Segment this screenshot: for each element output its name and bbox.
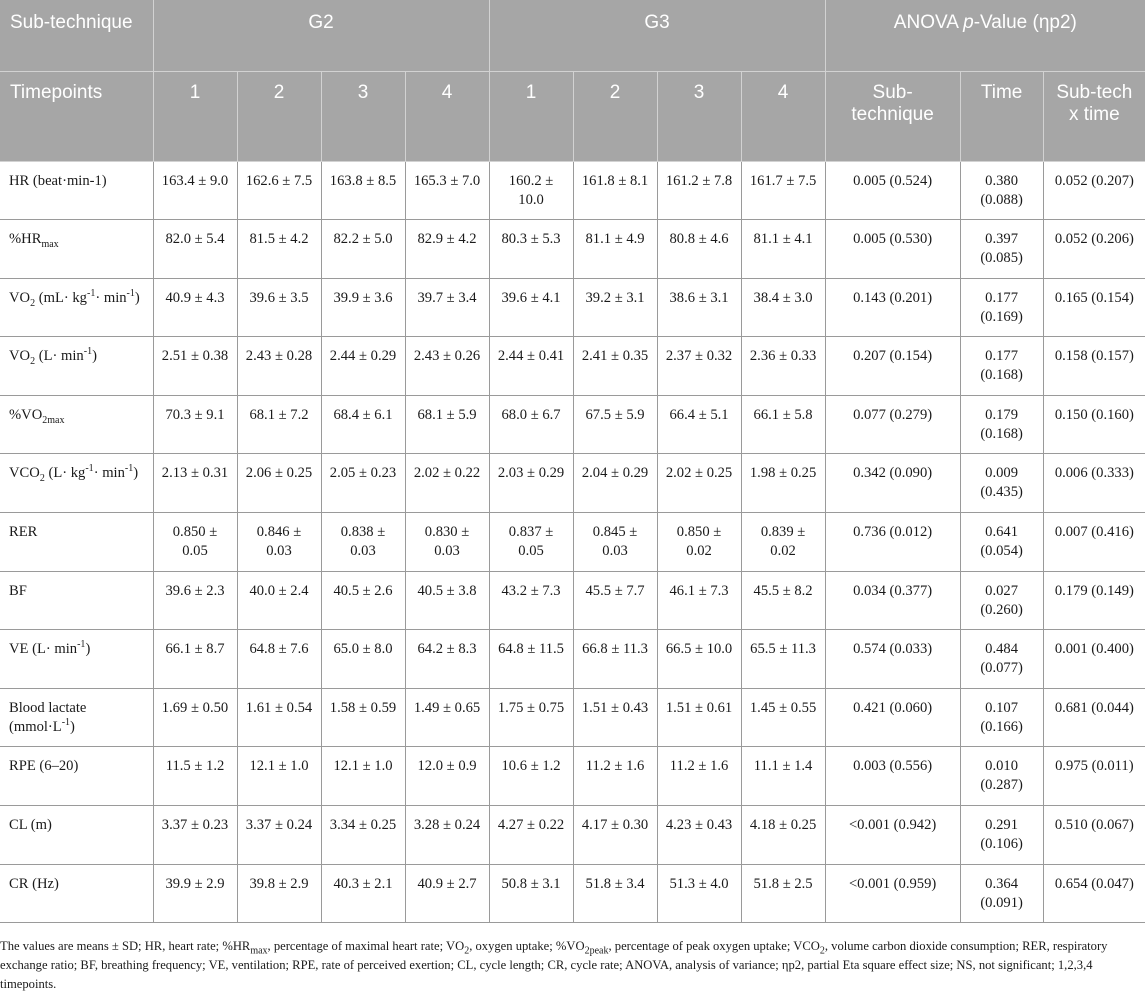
g2-cell: 82.0 ± 5.4 [153,220,237,279]
g2-cell: 2.02 ± 0.22 [405,454,489,513]
header-g3-tp2: 2 [573,71,657,161]
g3-cell: 2.44 ± 0.41 [489,337,573,396]
g2-cell: 2.43 ± 0.28 [237,337,321,396]
anova-cell: 0.380 (0.088) [960,161,1043,220]
anova-cell: 0.574 (0.033) [825,630,960,689]
g2-cell: 2.05 ± 0.23 [321,454,405,513]
g3-cell: 51.3 ± 4.0 [657,864,741,923]
g2-cell: 163.8 ± 8.5 [321,161,405,220]
g3-cell: 10.6 ± 1.2 [489,747,573,806]
g3-cell: 51.8 ± 3.4 [573,864,657,923]
anova-cell: 0.143 (0.201) [825,278,960,337]
anova-cell: 0.003 (0.556) [825,747,960,806]
g3-cell: 2.04 ± 0.29 [573,454,657,513]
g2-cell: 68.4 ± 6.1 [321,395,405,454]
g2-cell: 68.1 ± 7.2 [237,395,321,454]
g2-cell: 39.6 ± 3.5 [237,278,321,337]
anova-cell: 0.006 (0.333) [1043,454,1145,513]
table-row [0,513,1145,572]
g2-cell: 81.5 ± 4.2 [237,220,321,279]
row-label: BF [0,571,153,630]
header-g3: G3 [489,0,825,71]
row-label: Blood lactate $(mmol\cdot L^{-1})$ [0,688,153,747]
g2-cell: 2.06 ± 0.25 [237,454,321,513]
g2-cell: 12.0 ± 0.9 [405,747,489,806]
g3-cell: 50.8 ± 3.1 [489,864,573,923]
header-g2-tp4: 4 [405,71,489,161]
g3-cell: 4.27 ± 0.22 [489,806,573,865]
row-label: $\%HR_{max}$ [0,220,153,279]
header-anova-time: Time [960,71,1043,161]
header-g3-tp1: 1 [489,71,573,161]
g2-cell: 3.37 ± 0.24 [237,806,321,865]
anova-cell: 0.641 (0.054) [960,513,1043,572]
table-row [0,278,1145,337]
g2-cell: 39.8 ± 2.9 [237,864,321,923]
g3-cell: 81.1 ± 4.9 [573,220,657,279]
header-row-groups [0,0,1145,71]
anova-cell: 0.736 (0.012) [825,513,960,572]
g2-cell: 0.830 ± 0.03 [405,513,489,572]
g2-cell: 2.13 ± 0.31 [153,454,237,513]
anova-cell: 0.009 (0.435) [960,454,1043,513]
g2-cell: 1.69 ± 0.50 [153,688,237,747]
anova-cell: 0.007 (0.416) [1043,513,1145,572]
anova-cell: 0.005 (0.524) [825,161,960,220]
g3-cell: 4.23 ± 0.43 [657,806,741,865]
row-label: RPE (6–20) [0,747,153,806]
g3-cell: 0.837 ± 0.05 [489,513,573,572]
g3-cell: 4.17 ± 0.30 [573,806,657,865]
row-label: VE $(L\cdot \min^{-1})$ [0,630,153,689]
row-label: CL (m) [0,806,153,865]
g2-cell: 40.3 ± 2.1 [321,864,405,923]
g3-cell: 161.7 ± 7.5 [741,161,825,220]
g3-cell: 38.6 ± 3.1 [657,278,741,337]
g2-cell: 3.37 ± 0.23 [153,806,237,865]
anova-cell: 0.177 (0.168) [960,337,1043,396]
g3-cell: 1.98 ± 0.25 [741,454,825,513]
anova-cell: 0.177 (0.169) [960,278,1043,337]
g3-cell: 0.845 ± 0.03 [573,513,657,572]
g3-cell: 11.1 ± 1.4 [741,747,825,806]
g2-cell: 82.2 ± 5.0 [321,220,405,279]
header-g2: G2 [153,0,489,71]
row-label: $VO_2$ $(L\cdot \min^{-1})$ [0,337,153,396]
header-anova: ANOVA p-Value (ηp2) [825,0,1145,71]
g2-cell: 64.8 ± 7.6 [237,630,321,689]
row-label: $VO_2$ $(mL\cdot kg^{-1}\cdot \min^{-1})$ [0,278,153,337]
header-timepoints: Timepoints [0,71,153,161]
anova-cell: 0.034 (0.377) [825,571,960,630]
g3-cell: 2.03 ± 0.29 [489,454,573,513]
anova-cell: 0.052 (0.206) [1043,220,1145,279]
g2-cell: 163.4 ± 9.0 [153,161,237,220]
header-anova-interaction: Sub-tech x time [1043,71,1145,161]
anova-cell: 0.052 (0.207) [1043,161,1145,220]
g2-cell: 2.44 ± 0.29 [321,337,405,396]
g2-cell: 70.3 ± 9.1 [153,395,237,454]
anova-cell: 0.207 (0.154) [825,337,960,396]
row-label: $VCO_2$ $(L\cdot kg^{-1}\cdot \min^{-1})$ [0,454,153,513]
anova-cell: 0.027 (0.260) [960,571,1043,630]
anova-cell: 0.158 (0.157) [1043,337,1145,396]
g2-cell: 2.43 ± 0.26 [405,337,489,396]
table-footnote: The values are means ± SD; HR, heart rate; $\%HR_{max}$, percentage of maximal heart rate; $VO_2$, oxygen uptake; $\%VO_{2peak}$, percentage of peak oxygen uptake; $VCO_2$, volume carbon dioxide consumption; RER, respiratory exchange ratio; BF, breathing frequency; VE, ventilation; RPE, rate of perceived exertion; CL, cycle length; CR, cycle rate; ANOVA, analysis of variance; ηp2, partial Eta square effect size; NS, not significant; 1,2,3,4 timepoints. [0,939,1108,991]
table-row [0,864,1145,923]
header-g2-tp1: 1 [153,71,237,161]
row-label: CR (Hz) [0,864,153,923]
g3-cell: 161.8 ± 8.1 [573,161,657,220]
g2-cell: 39.7 ± 3.4 [405,278,489,337]
table-row [0,454,1145,513]
g3-cell: 43.2 ± 7.3 [489,571,573,630]
anova-cell: 0.107 (0.166) [960,688,1043,747]
g2-cell: 40.5 ± 2.6 [321,571,405,630]
g3-cell: 66.4 ± 5.1 [657,395,741,454]
g2-cell: 0.846 ± 0.03 [237,513,321,572]
g3-cell: 2.41 ± 0.35 [573,337,657,396]
g3-cell: 1.75 ± 0.75 [489,688,573,747]
g2-cell: 1.58 ± 0.59 [321,688,405,747]
header-row-timepoints [0,71,1145,161]
anova-cell: 0.975 (0.011) [1043,747,1145,806]
g3-cell: 66.5 ± 10.0 [657,630,741,689]
table-row [0,688,1145,747]
g2-cell: 39.6 ± 2.3 [153,571,237,630]
g3-cell: 0.850 ± 0.02 [657,513,741,572]
anova-cell: 0.681 (0.044) [1043,688,1145,747]
g2-cell: 64.2 ± 8.3 [405,630,489,689]
table-row [0,571,1145,630]
anova-cell: 0.397 (0.085) [960,220,1043,279]
g2-cell: 40.9 ± 2.7 [405,864,489,923]
anova-cell: 0.005 (0.530) [825,220,960,279]
g3-cell: 65.5 ± 11.3 [741,630,825,689]
g3-cell: 160.2 ± 10.0 [489,161,573,220]
anova-cell: 0.165 (0.154) [1043,278,1145,337]
anova-cell: 0.364 (0.091) [960,864,1043,923]
g3-cell: 39.6 ± 4.1 [489,278,573,337]
table-row [0,806,1145,865]
g2-cell: 1.61 ± 0.54 [237,688,321,747]
g2-cell: 162.6 ± 7.5 [237,161,321,220]
g3-cell: 0.839 ± 0.02 [741,513,825,572]
g3-cell: 1.45 ± 0.55 [741,688,825,747]
g2-cell: 40.0 ± 2.4 [237,571,321,630]
header-anova-subtechnique: Sub-technique [825,71,960,161]
g3-cell: 45.5 ± 7.7 [573,571,657,630]
header-g3-tp3: 3 [657,71,741,161]
g3-cell: 11.2 ± 1.6 [657,747,741,806]
g3-cell: 81.1 ± 4.1 [741,220,825,279]
g3-cell: 38.4 ± 3.0 [741,278,825,337]
g3-cell: 51.8 ± 2.5 [741,864,825,923]
table-row [0,220,1145,279]
g2-cell: 12.1 ± 1.0 [321,747,405,806]
g3-cell: 39.2 ± 3.1 [573,278,657,337]
g2-cell: 39.9 ± 3.6 [321,278,405,337]
g3-cell: 45.5 ± 8.2 [741,571,825,630]
g2-cell: 12.1 ± 1.0 [237,747,321,806]
g3-cell: 80.8 ± 4.6 [657,220,741,279]
anova-cell: 0.421 (0.060) [825,688,960,747]
g2-cell: 0.850 ± 0.05 [153,513,237,572]
g3-cell: 64.8 ± 11.5 [489,630,573,689]
g2-cell: 1.49 ± 0.65 [405,688,489,747]
g2-cell: 3.34 ± 0.25 [321,806,405,865]
table-row [0,161,1145,220]
g3-cell: 161.2 ± 7.8 [657,161,741,220]
g3-cell: 68.0 ± 6.7 [489,395,573,454]
g3-cell: 66.1 ± 5.8 [741,395,825,454]
header-subtechnique: Sub-technique [0,0,153,71]
header-g3-tp4: 4 [741,71,825,161]
g2-cell: 65.0 ± 8.0 [321,630,405,689]
anova-cell: 0.291 (0.106) [960,806,1043,865]
g3-cell: 80.3 ± 5.3 [489,220,573,279]
anova-cell: <0.001 (0.942) [825,806,960,865]
g2-cell: 3.28 ± 0.24 [405,806,489,865]
table-row [0,395,1145,454]
g2-cell: 165.3 ± 7.0 [405,161,489,220]
row-label: $\%VO_{2max}$ [0,395,153,454]
g3-cell: 2.36 ± 0.33 [741,337,825,396]
anova-cell: 0.077 (0.279) [825,395,960,454]
anova-cell: 0.654 (0.047) [1043,864,1145,923]
g2-cell: 39.9 ± 2.9 [153,864,237,923]
g3-cell: 66.8 ± 11.3 [573,630,657,689]
anova-cell: 0.150 (0.160) [1043,395,1145,454]
table-row [0,630,1145,689]
g2-cell: 40.9 ± 4.3 [153,278,237,337]
g3-cell: 46.1 ± 7.3 [657,571,741,630]
row-label: HR (beat·min-1) [0,161,153,220]
anova-cell: 0.484 (0.077) [960,630,1043,689]
anova-cell: 0.010 (0.287) [960,747,1043,806]
table-row [0,747,1145,806]
anova-cell: 0.342 (0.090) [825,454,960,513]
g2-cell: 0.838 ± 0.03 [321,513,405,572]
g2-cell: 40.5 ± 3.8 [405,571,489,630]
g3-cell: 2.37 ± 0.32 [657,337,741,396]
g3-cell: 1.51 ± 0.43 [573,688,657,747]
anova-cell: 0.510 (0.067) [1043,806,1145,865]
g2-cell: 82.9 ± 4.2 [405,220,489,279]
g3-cell: 1.51 ± 0.61 [657,688,741,747]
g2-cell: 68.1 ± 5.9 [405,395,489,454]
g2-cell: 2.51 ± 0.38 [153,337,237,396]
g2-cell: 11.5 ± 1.2 [153,747,237,806]
anova-cell: 0.179 (0.149) [1043,571,1145,630]
g3-cell: 11.2 ± 1.6 [573,747,657,806]
anova-cell: 0.179 (0.168) [960,395,1043,454]
header-g2-tp2: 2 [237,71,321,161]
header-g2-tp3: 3 [321,71,405,161]
row-label: RER [0,513,153,572]
g3-cell: 4.18 ± 0.25 [741,806,825,865]
anova-cell: <0.001 (0.959) [825,864,960,923]
g2-cell: 66.1 ± 8.7 [153,630,237,689]
g3-cell: 2.02 ± 0.25 [657,454,741,513]
table-row [0,337,1145,396]
anova-cell: 0.001 (0.400) [1043,630,1145,689]
g3-cell: 67.5 ± 5.9 [573,395,657,454]
